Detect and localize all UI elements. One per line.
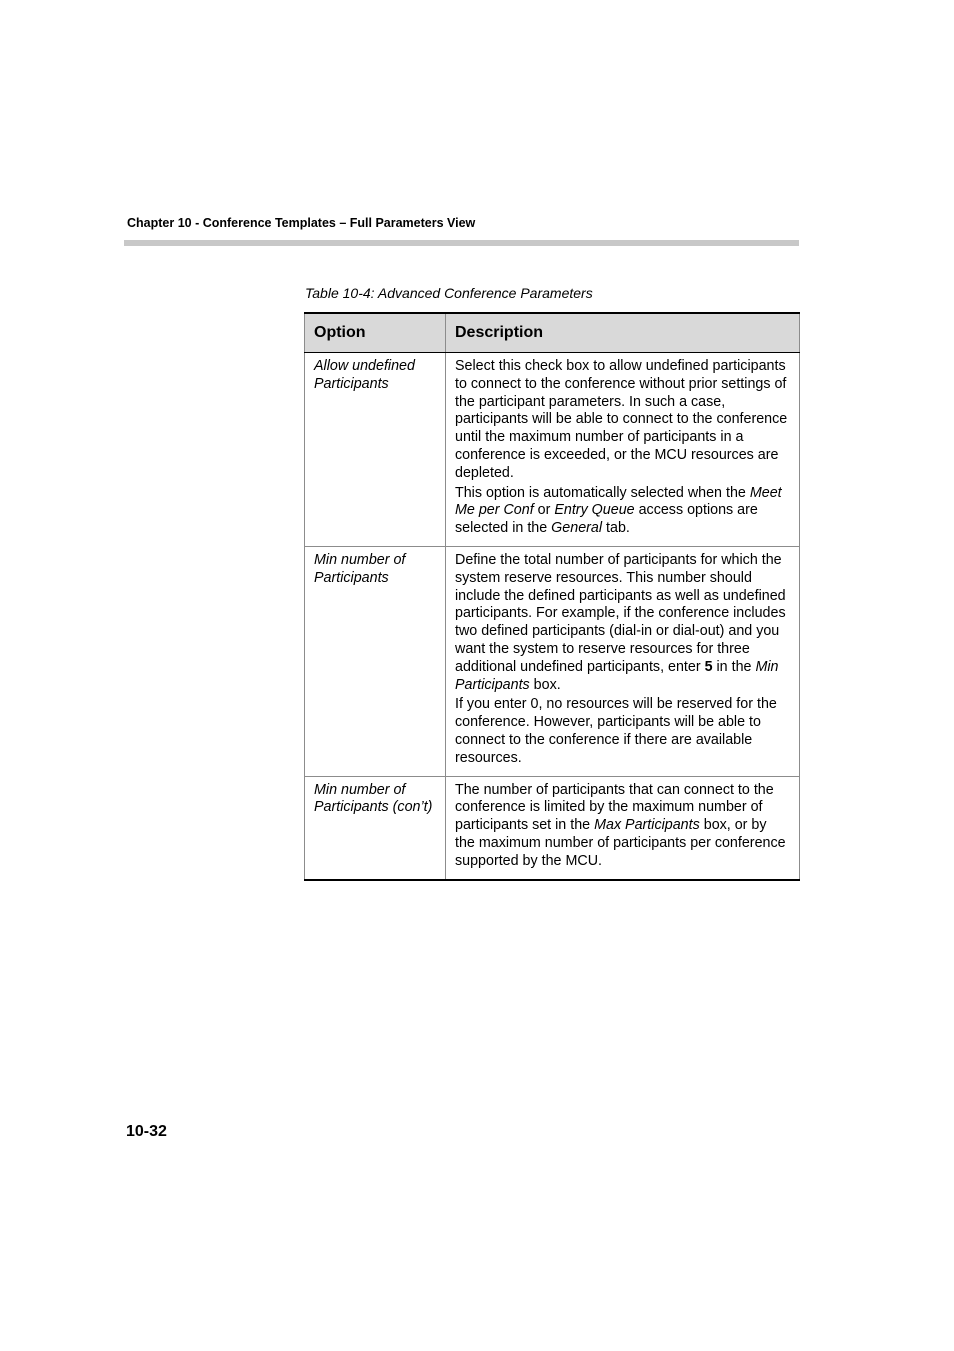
option-cell: Allow undefined Participants — [305, 353, 446, 547]
bold-text: 5 — [704, 658, 713, 675]
description-paragraph — [455, 552, 790, 694]
option-cell: Min number of Participants (con’t) — [305, 776, 446, 879]
italic-text: General — [551, 520, 603, 537]
table-body — [305, 353, 800, 880]
text-run: The number of participants that can connect to the conference is limited by the maximum number of participants set in the — [455, 781, 774, 834]
table-header-row — [305, 313, 800, 353]
text-run: access options are selected in the — [455, 502, 758, 537]
option-cell: Min number of Participants — [305, 546, 446, 776]
description-cell — [446, 353, 800, 547]
column-header-option: Option — [305, 313, 446, 353]
table-row — [305, 353, 800, 547]
page-number: 10-32 — [126, 1123, 167, 1140]
text-run: Select this check box to allow undefined participants to connect to the conference without prior settings of the participant parameters. In such a case, participants will be able to connect to the conference until the maximum number of participants in a conference is exceeded, or the MCU resources are depleted. — [455, 358, 788, 481]
description-paragraph — [455, 358, 790, 483]
text-run: tab. — [602, 520, 630, 537]
italic-text: Max Participants — [594, 817, 700, 834]
italic-text: Entry Queue — [554, 502, 635, 519]
text-run: If you enter 0, no resources will be reserved for the conference. However, participants will be able to connect to the conference if there are available resources. — [455, 696, 777, 766]
column-header-description: Description — [446, 313, 800, 353]
chapter-title: Chapter 10 - Conference Templates – Full Parameters View — [127, 216, 476, 230]
text-run: Define the total number of participants for which the system reserve resources. This number should include the defined participants as well as undefined participants. For example, if the conference includes two defined participants (dial-in or dial-out) and you want the system to reserve resources for three additional undefined participants, enter — [455, 551, 786, 675]
text-run: box. — [529, 676, 561, 693]
description-paragraph — [455, 485, 790, 538]
text-run: This option is automatically selected when the — [455, 484, 750, 501]
description-cell — [446, 776, 800, 879]
table-caption: Table 10-4: Advanced Conference Parameters — [305, 285, 593, 301]
text-run: box, or by the maximum number of participants per conference supported by the MCU. — [455, 817, 786, 869]
italic-text: Min Participants — [455, 658, 779, 693]
table-row — [305, 546, 800, 776]
table-row — [305, 776, 800, 879]
description-paragraph — [455, 696, 790, 767]
advanced-parameters-table — [304, 312, 800, 881]
header-rule — [124, 240, 799, 246]
text-run: or — [533, 502, 555, 519]
italic-text: Meet Me per Conf — [455, 484, 782, 519]
description-cell — [446, 546, 800, 776]
description-paragraph — [455, 782, 790, 871]
text-run: in the — [712, 658, 756, 675]
